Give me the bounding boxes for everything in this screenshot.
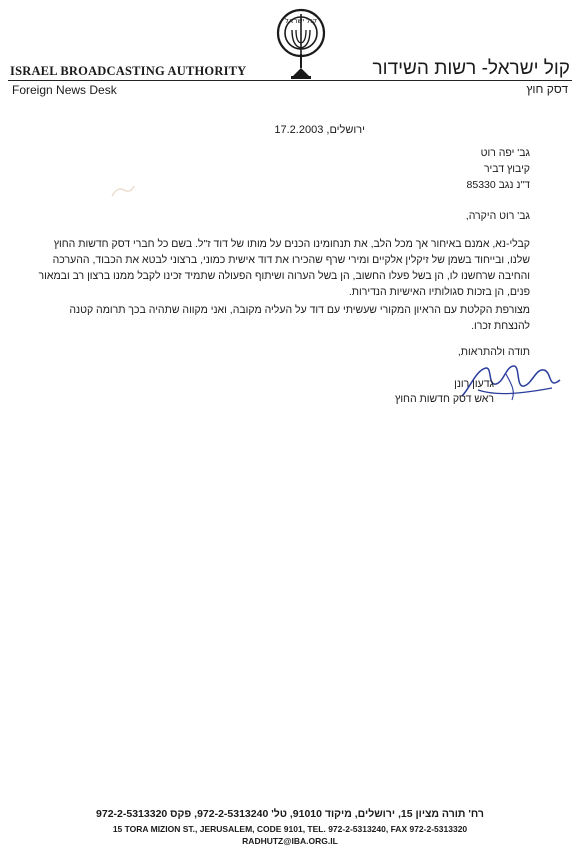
org-name-hebrew: קול ישראל- רשות השידור: [372, 58, 570, 79]
footer-email: RADHUTZ@IBA.ORG.IL: [242, 836, 338, 846]
closing-line: תודה ולהתראות,: [457, 346, 530, 358]
salutation: גב' רוט היקרה,: [465, 210, 530, 222]
recipient-line: קיבוץ דביר: [483, 163, 530, 175]
desk-name-english: Foreign News Desk: [12, 83, 117, 97]
recipient-line: ד"נ נגב 85330: [466, 179, 530, 191]
signer-name: גדעון רונן: [454, 378, 494, 390]
org-name-english: ISRAEL BROADCASTING AUTHORITY: [10, 64, 247, 78]
letter-date: ירושלים, 17.2.2003: [274, 124, 365, 136]
logo-text: קול ישראל: [284, 17, 318, 25]
faint-stamp-mark: [110, 182, 136, 200]
body-paragraph: מצורפת הקלטת עם הראיון המקורי שעשיתי עם דוד על העליה מקובה, ואני מקווה שתהיה בכך תרומה קטנה להנצחת זכרו.: [69, 304, 530, 332]
header-divider: [8, 80, 572, 81]
signer-title: ראש דסק חדשות החוץ: [395, 393, 494, 405]
recipient-address: [467, 145, 530, 193]
desk-name-hebrew: דסק חוץ: [526, 82, 568, 96]
iba-logo: [276, 6, 326, 84]
recipient-line: גב' יפה רוט: [480, 147, 530, 159]
footer-address-english: 15 TORA MIZION ST., JERUSALEM, CODE 9101, TEL. 972-2-5313240, FAX 972-2-5313320: [112, 824, 468, 834]
footer-address-hebrew: רח' תורה מציון 15, ירושלים, מיקוד 91010, טל' 972-2-5313240, פקס 972-2-5313320: [96, 808, 484, 820]
body-paragraph: קבלי-נא, אמנם באיחור אך מכל הלב, את תנחומינו הכנים על מותו של דוד ז"ל. בשם כל חברי דסק חדשות החוץ שלנו, ובייחוד בשמן של זיקלין אלקיים ומירי שרף שהכירו את דוד אישית כמוני, ברצוני לבטא את הכבוד, ההערכה והחיבה שרחשנו לו, הן בשל פעלו החשוב, הן בשל הערוה ושיתוף הפעולה שתמיד זכינו לקבל ממנו ברצון רב ובמאור פנים, הן בזכות סגולותיו האישיות הנדירות.: [38, 238, 530, 298]
